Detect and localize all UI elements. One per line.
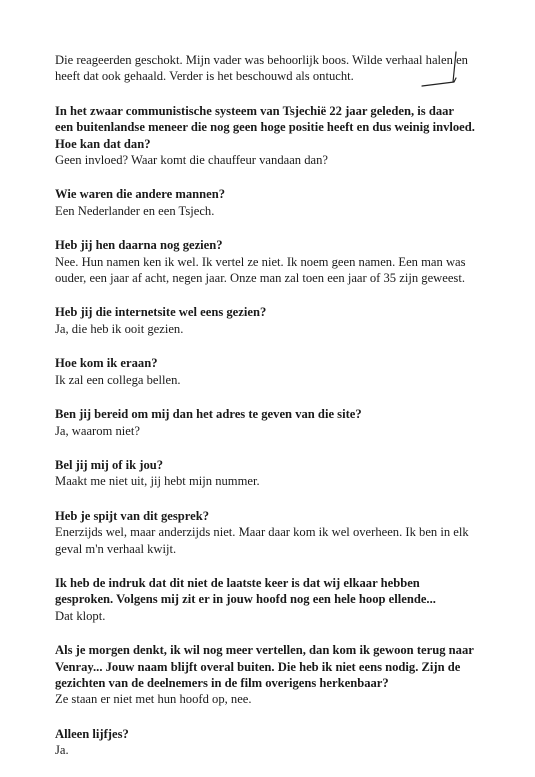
answer-text: Ja.	[55, 743, 69, 758]
question-text: Ik heb de indruk dat dit niet de laatste keer is dat wij elkaar hebben gesproken. Volgens mij zit er in jouw hoofd nog een hele hoop ellende...	[55, 575, 436, 607]
question-text: Bel jij mij of ik jou?	[55, 457, 164, 472]
qa-block	[55, 103, 475, 169]
answer-text: Een Nederlander en een Tsjech.	[55, 203, 215, 218]
answer-text: Ze staan er niet met hun hoofd op, nee.	[55, 692, 252, 707]
question-text: Heb je spijt van dit gesprek?	[55, 508, 210, 523]
answer-text: Ja, die heb ik ooit gezien.	[55, 321, 184, 336]
qa-block	[55, 508, 475, 557]
qa-block	[55, 457, 475, 490]
answer-text: Dat klopt.	[55, 608, 106, 623]
question-text: Wie waren die andere mannen?	[55, 187, 226, 202]
question-text: Als je morgen denkt, ik wil nog meer vertellen, dan kom ik gewoon terug naar Venray... Jouw naam blijft overal buiten. Die heb ik niet eens nodig. Zijn de gezichten van de deelnemers in de film overigens herkenbaar?	[55, 643, 474, 690]
question-text: Hoe kom ik eraan?	[55, 356, 158, 371]
qa-block	[55, 642, 475, 708]
answer-text: Maakt me niet uit, jij hebt mijn nummer.	[55, 474, 260, 489]
answer-text: Ik zal een collega bellen.	[55, 372, 181, 387]
answer-text: Ja, waarom niet?	[55, 423, 140, 438]
question-text: Heb jij die internetsite wel eens gezien?	[55, 305, 267, 320]
qa-block	[55, 52, 475, 85]
qa-block	[55, 355, 475, 388]
question-text: Heb jij hen daarna nog gezien?	[55, 238, 223, 253]
question-text: Alleen lijfjes?	[55, 726, 129, 741]
answer-text: Enerzijds wel, maar anderzijds niet. Maar daar kom ik wel overheen. Ik ben in elk geval m'n verhaal kwijt.	[55, 525, 469, 556]
qa-block	[55, 406, 475, 439]
answer-text: Geen invloed? Waar komt die chauffeur vandaan dan?	[55, 153, 329, 168]
qa-block	[55, 304, 475, 337]
qa-block	[55, 575, 475, 624]
qa-block	[55, 186, 475, 219]
interview-text	[55, 52, 475, 777]
question-text: Ben jij bereid om mij dan het adres te geven van die site?	[55, 407, 362, 422]
answer-text: Nee. Hun namen ken ik wel. Ik vertel ze niet. Ik noem geen namen. Een man was ouder, een jaar af acht, negen jaar. Onze man zal toen een jaar of 35 zijn geweest.	[55, 254, 466, 286]
question-text: In het zwaar communistische systeem van Tsjechië 22 jaar geleden, is daar een buitenlandse meneer die nog geen hoge positie heeft en dus weinig invloed. Hoe kan dat dan?	[55, 103, 475, 151]
qa-block	[55, 237, 475, 286]
qa-block	[55, 726, 475, 759]
answer-text: Die reageerden geschokt. Mijn vader was behoorlijk boos. Wilde verhaal halen en heeft dat ook gehaald. Verder is het beschouwd als ontucht.	[55, 53, 468, 84]
